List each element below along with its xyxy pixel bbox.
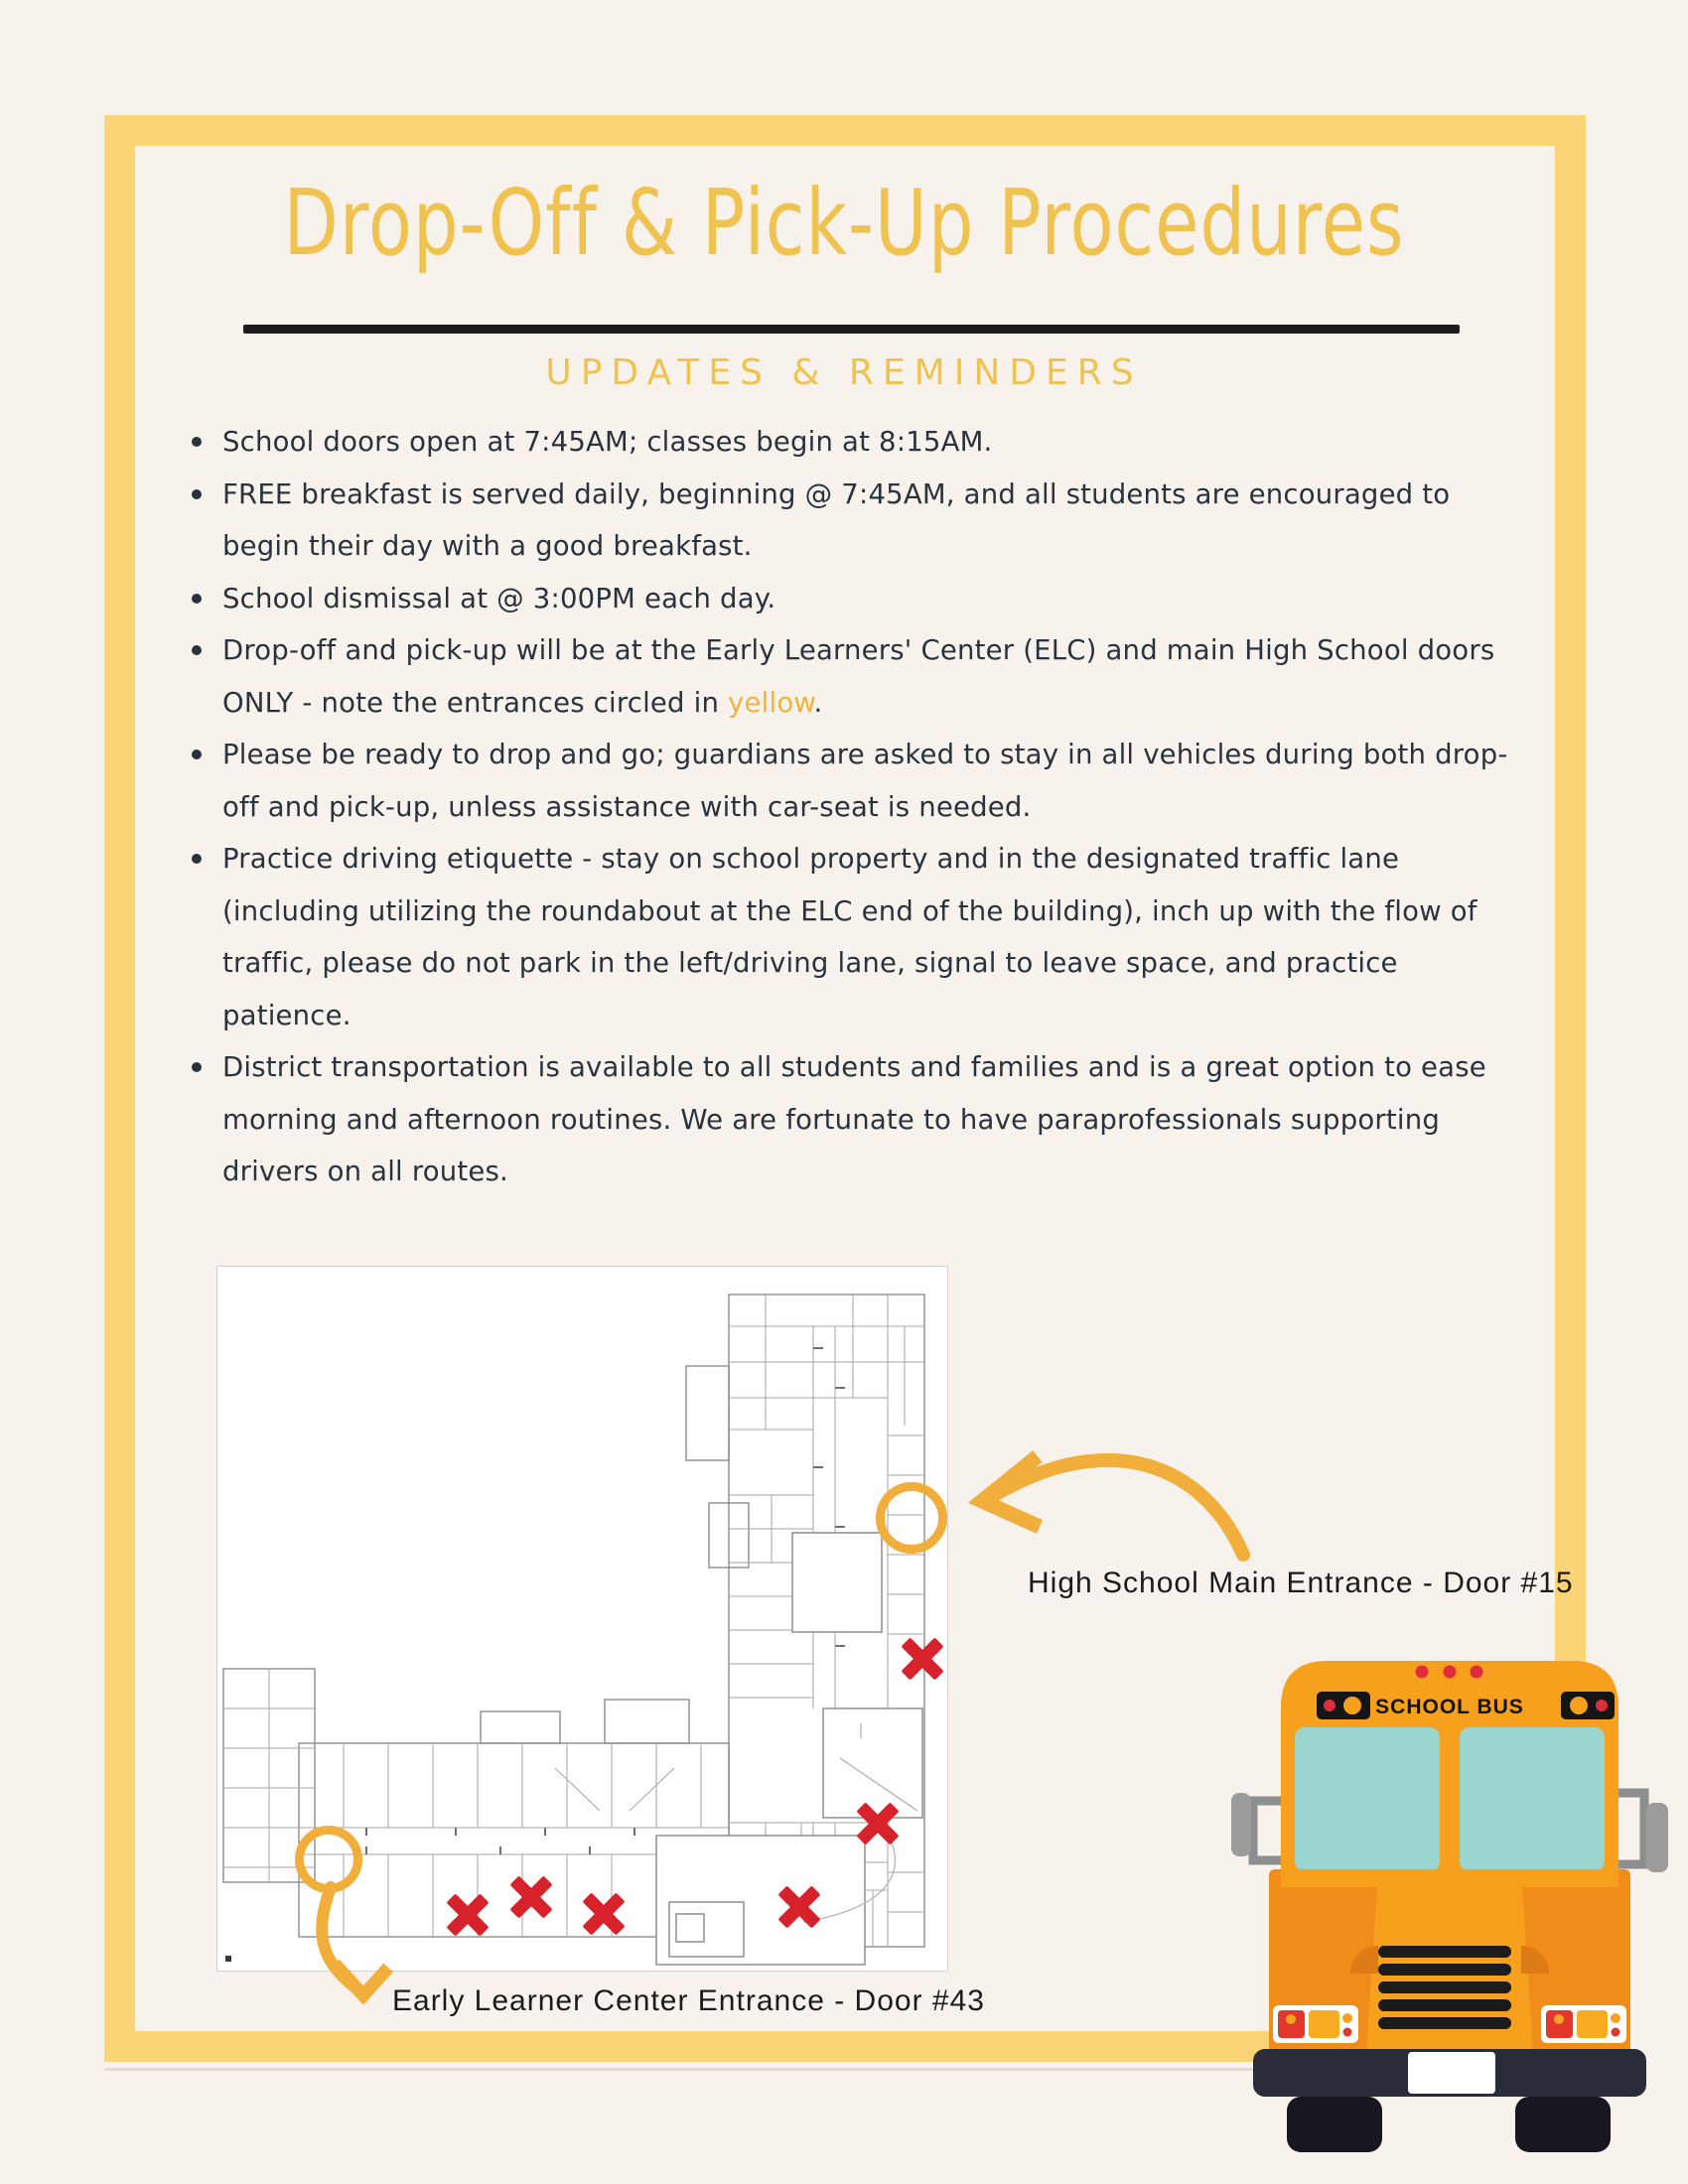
list-item-doors-open: School doors open at 7:45AM; classes begin at 8:15AM.	[189, 416, 1511, 469]
bus-license-plate	[1408, 2052, 1495, 2094]
bus-headlight-left	[1273, 2005, 1358, 2043]
bus-roof-light-icon	[1444, 1666, 1457, 1679]
marker-light-amber-icon	[1570, 1697, 1588, 1714]
bus-left-mirror	[1231, 1793, 1251, 1856]
reminder-list	[189, 416, 1511, 1198]
bus-windshield-left	[1295, 1727, 1440, 1871]
yellow-highlight-word: yellow	[728, 686, 814, 719]
list-item-dropoff-locations: Drop-off and pick-up will be at the Early Learners' Center (ELC) and main High School doors ONLY - note the entrances circled in yellow.	[189, 624, 1511, 729]
marker-light-red-icon	[1596, 1700, 1608, 1711]
bus-windshield-right	[1460, 1727, 1605, 1871]
bus-right-wheel	[1515, 2097, 1611, 2152]
bus-roof-light-icon	[1416, 1666, 1429, 1679]
bus-headlight-right	[1541, 2005, 1626, 2043]
bus-roof-light-icon	[1471, 1666, 1483, 1679]
list-item-breakfast: FREE breakfast is served daily, beginning @ 7:45AM, and all students are encouraged to begin their day with a good breakfast.	[189, 469, 1511, 573]
school-floor-plan-map	[216, 1266, 948, 1972]
list-item-dismissal: School dismissal at @ 3:00PM each day.	[189, 573, 1511, 625]
list-item-district-transportation: District transportation is available to all students and families and is a great option to ease morning and afternoon routines. We are fortunate to have paraprofessionals supporting drivers on all routes.	[189, 1041, 1511, 1198]
list-item-driving-etiquette: Practice driving etiquette - stay on school property and in the designated traffic lane (including utilizing the roundabout at the ELC end of the building), inch up with the flow of traffic, please do not park in the left/driving lane, signal to leave space, and practice patience.	[189, 833, 1511, 1041]
list-item-drop-and-go: Please be ready to drop and go; guardians are asked to stay in all vehicles during both drop-off and pick-up, unless assistance with car-seat is needed.	[189, 729, 1511, 833]
marker-light-amber-icon	[1343, 1697, 1361, 1714]
high-school-entrance-label: High School Main Entrance - Door #15	[1028, 1567, 1574, 1599]
floor-plan-image	[217, 1267, 947, 1971]
marker-light-red-icon	[1324, 1700, 1336, 1711]
title-divider-line	[243, 325, 1460, 334]
page-subtitle: UPDATES & REMINDERS	[545, 352, 1143, 393]
school-bus-illustration	[1229, 1656, 1670, 2152]
page-title: Drop-Off & Pick-Up Procedures	[283, 169, 1405, 276]
school-bus-sign: SCHOOL BUS	[1375, 1696, 1524, 1718]
early-learner-entrance-label: Early Learner Center Entrance - Door #43	[392, 1984, 985, 2017]
bus-left-wheel	[1287, 2097, 1382, 2152]
bus-right-mirror	[1646, 1803, 1668, 1872]
